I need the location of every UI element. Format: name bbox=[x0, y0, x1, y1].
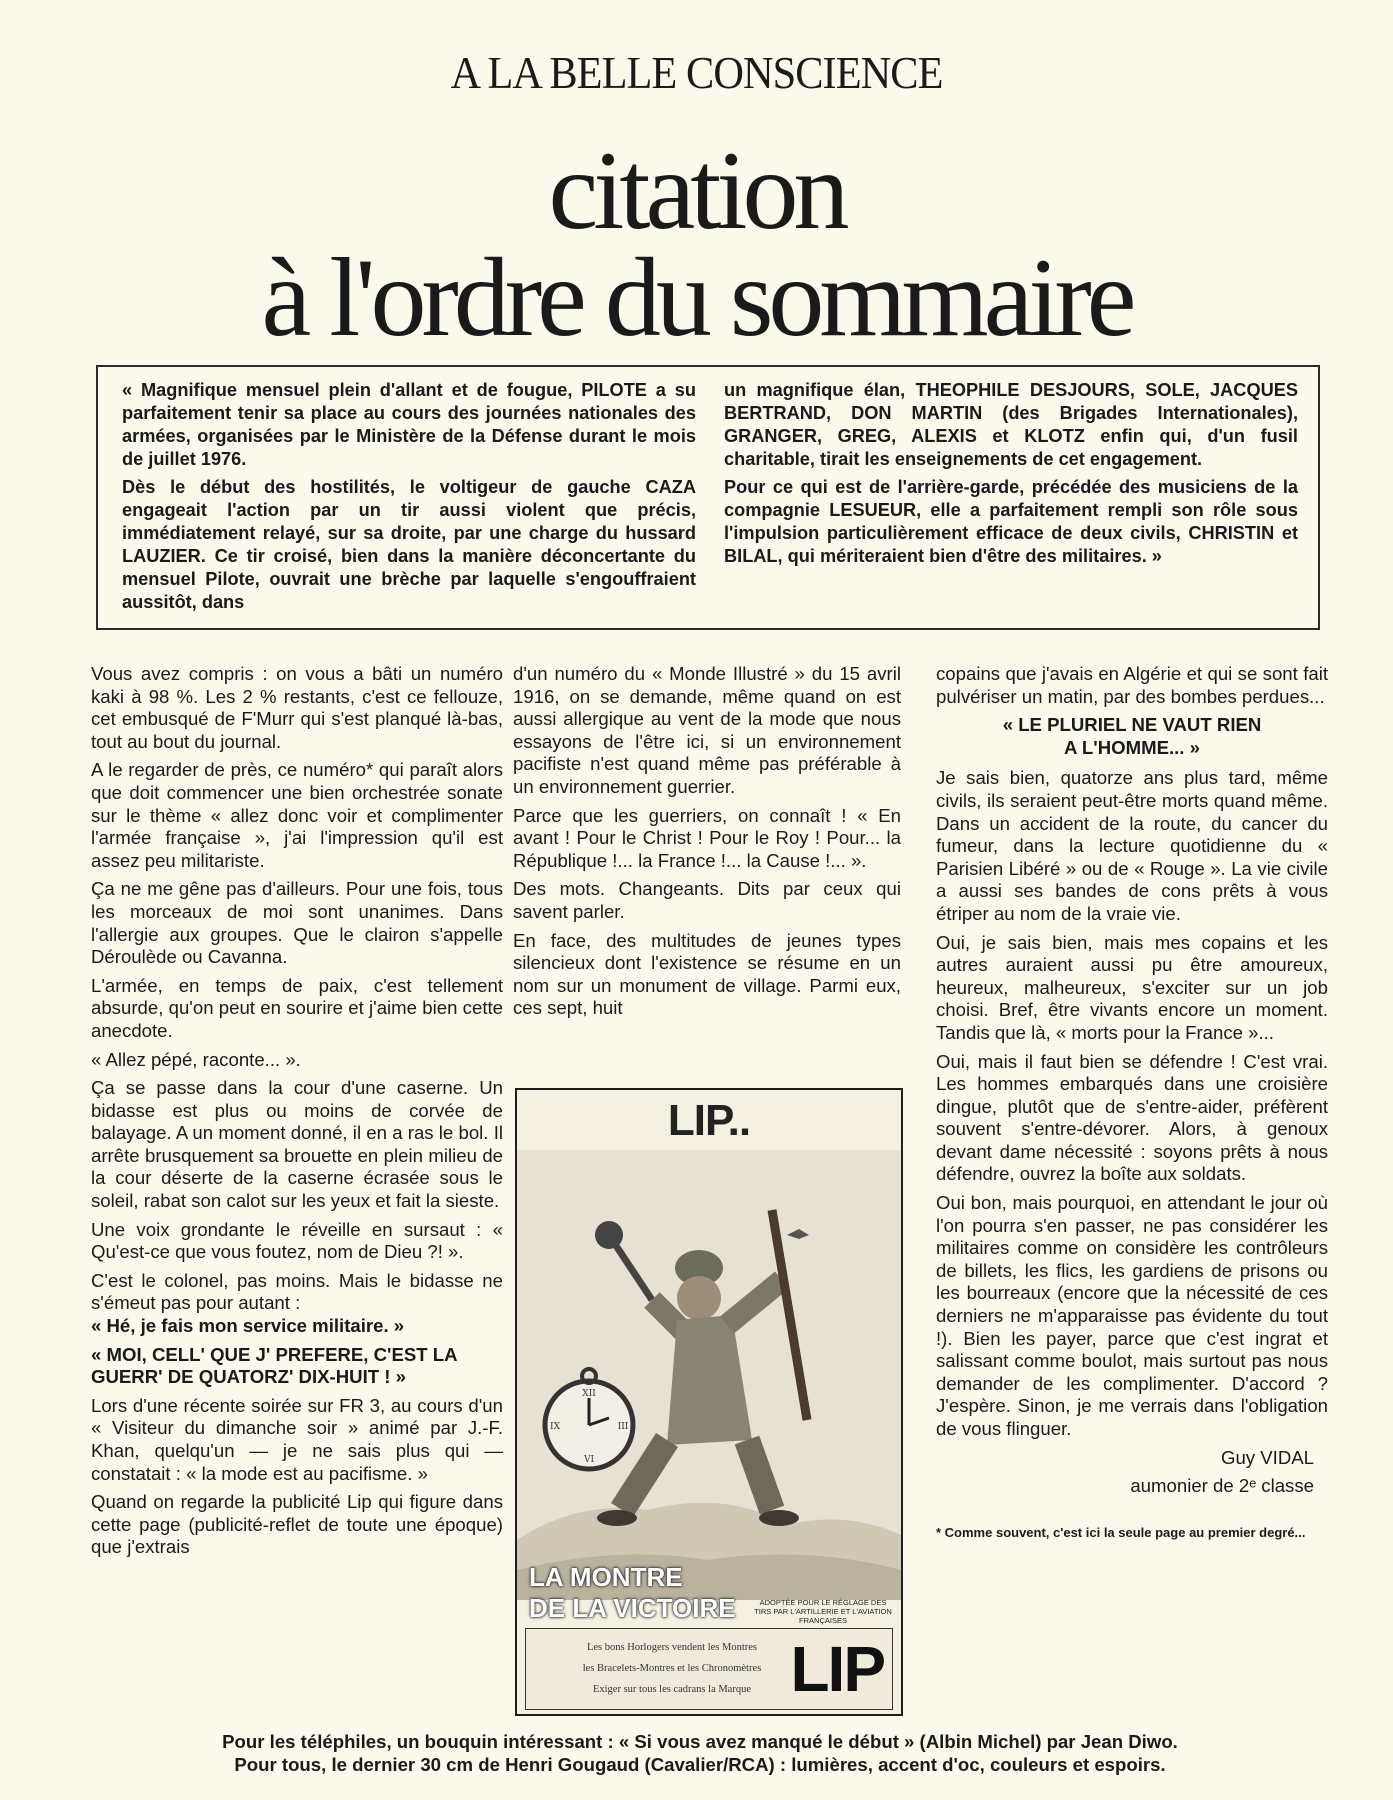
quote-paragraph: Pour ce qui est de l'arrière-garde, précédée des musiciens de la compagnie LESUEUR, elle a parfaitement rempli son rôle sous l'impulsion particulièrement efficace de deux civils, CHRISTIN et BILAL, qui mériteraient bien d'être des militaires. » bbox=[724, 477, 1298, 566]
soldier-illustration bbox=[517, 1150, 901, 1600]
bottom-note-line: Pour tous, le dernier 30 cm de Henri Gougaud (Cavalier/RCA) : lumières, accent d'oc, couleurs et espoirs. bbox=[234, 1754, 1166, 1775]
svg-text:IX: IX bbox=[550, 1422, 560, 1432]
article-paragraph: « Hé, je fais mon service militaire. » bbox=[91, 1315, 405, 1337]
svg-text:VI: VI bbox=[583, 1455, 595, 1465]
main-title-line2: à l'ordre du sommaire bbox=[261, 236, 1132, 360]
bottom-note-line: Pour les téléphiles, un bouquin intéressant : « Si vous avez manqué le début » (Albin Michel) par Jean Diwo. bbox=[222, 1731, 1178, 1752]
section-subhead: « MOI, CELL' QUE J' PREFERE, C'EST LA GUERR' DE QUATORZ' DIX-HUIT ! » bbox=[91, 1343, 457, 1388]
signature-name: Guy VIDAL bbox=[1220, 1446, 1314, 1468]
ad-bottom-panel bbox=[525, 1628, 893, 1710]
citation-quote-box bbox=[96, 365, 1320, 630]
article-paragraph: Parce que les guerriers, on connaît ! « En avant ! Pour le Christ ! Pour le Roy ! Pour... la République !... la France !... la Cause !... ». bbox=[513, 804, 901, 871]
signature-role: aumonier de 2ᵉ classe bbox=[1130, 1475, 1314, 1497]
article-paragraph: Une voix grondante le réveille en sursaut : « Qu'est-ce que vous foutez, nom de Dieu ?! ». bbox=[91, 1218, 503, 1263]
article-paragraph: Quand on regarde la publicité Lip qui figure dans cette page (publicité-reflet de toute une époque) que j'extrais bbox=[91, 1491, 503, 1558]
article-paragraph: A le regarder de près, ce numéro* qui paraît alors que doit commencer une bien orchestrée sonate sur le thème « allez donc voir et complimenter l'armée française », j'ai l'impression qu'il est assez peu militariste. bbox=[91, 759, 503, 871]
lip-brand-logo: LIP bbox=[790, 1633, 884, 1705]
quote-paragraph: « Magnifique mensuel plein d'allant et de fougue, PILOTE a su parfaitement tenir sa place au cours des journées nationales des armées, organisées par le Ministère de la Défense durant le mois de juillet 1976. bbox=[122, 380, 696, 469]
bottom-notes bbox=[80, 1730, 1320, 1776]
article-paragraph: Ça ne me gêne pas d'ailleurs. Pour une fois, tous les morceaux de moi sont unanimes. Dans l'allergie aux groupes. Que le clairon s'appelle Déroulède ou Cavanna. bbox=[91, 878, 503, 968]
quote-column-right bbox=[724, 379, 1298, 573]
article-paragraph: copains que j'avais en Algérie et qui se sont fait pulvériser un matin, par des bombes perdues... bbox=[936, 663, 1328, 707]
subhead-line: « LE PLURIEL NE VAUT RIEN bbox=[1002, 714, 1262, 736]
article-paragraph: Des mots. Changeants. Dits par ceux qui savent parler. bbox=[513, 878, 901, 922]
main-title-line1: citation bbox=[548, 129, 845, 253]
article-column-2 bbox=[513, 663, 901, 1026]
section-subhead bbox=[936, 714, 1328, 759]
article-paragraph: Oui, je sais bien, mais mes copains et les autres auraient aussi pu être amoureux, heureux, malheureux, s'exciter sur un job choisi. Bref, être vivants encore un moment. Tandis que là, « morts pour la France »... bbox=[936, 931, 1328, 1043]
ad-headline: LIP.. bbox=[667, 1096, 751, 1145]
article-paragraph: Lors d'une récente soirée sur FR 3, au cours d'un « Visiteur du dimanche soir » animé par J.-F. Khan, quelqu'un — je ne sais plus qui — constatait : « la mode est au pacifisme. » bbox=[91, 1394, 503, 1484]
article-column-3 bbox=[936, 663, 1328, 1541]
article-paragraph: Vous avez compris : on vous a bâti un numéro kaki à 98 %. Les 2 % restants, c'est ce fellouze, cet embusqué de F'Murr qui s'est planqué là-bas, tout au bout du journal. bbox=[91, 663, 503, 752]
svg-text:XII: XII bbox=[582, 1389, 596, 1399]
article-paragraph: d'un numéro du « Monde Illustré » du 15 avril 1916, on se demande, même quand on est aussi allergique au vent de la mode que nous essayons de l'être ici, si un environnement pacifiste n'est quand même pas préférable à un environnement guerrier. bbox=[513, 663, 901, 797]
footnote: * Comme souvent, c'est ici la seule page au premier degré... bbox=[936, 1524, 1306, 1540]
svg-text:III: III bbox=[617, 1422, 629, 1432]
article-paragraph: Oui, mais il faut bien se défendre ! C'est vrai. Les hommes embarqués dans une croisière dingue, plutôt que de s'entre-aider, préfèrent souvent s'entre-dévorer. Alors, à genoux devant dame nécessité : soyons prêts à nous défendre, ouvrez la boîte aux soldats. bbox=[936, 1050, 1328, 1185]
ad-slogan bbox=[529, 1562, 736, 1624]
ad-line: Les bons Horlogers vendent les Montres bbox=[586, 1642, 757, 1653]
ad-line: les Bracelets-Montres et les Chronomètres bbox=[582, 1663, 762, 1674]
article-paragraph: Je sais bien, quatorze ans plus tard, même civils, ils seraient peut-être morts quand même. Dans un accident de la route, du cancer du fumeur, dans la lecture quotidienne du « Parisien Libéré » ou de « Rouge ». La vie civile a aussi ses bandes de cons prêts à vous étriper au nom de la vraie vie. bbox=[936, 767, 1328, 924]
ad-slogan-line: LA MONTRE bbox=[529, 1562, 683, 1592]
ad-slogan-line: DE LA VICTOIRE bbox=[529, 1593, 736, 1623]
quote-paragraph: un magnifique élan, THEOPHILE DESJOURS, SOLE, JACQUES BERTRAND, DON MARTIN (des Brigades Internationales), GRANGER, GREG, ALEXIS et KLOTZ enfin qui, d'un fusil charitable, tirait les enseignements de cet engagement. bbox=[724, 380, 1298, 469]
article-paragraph: Ça se passe dans la cour d'une caserne. Un bidasse est plus ou moins de corvée de balayage. A un moment donné, il en a ras le bol. Il arrête brusquement sa brouette en plein milieu de la cour déserte de la caserne écrasée sous le soleil, rabat son calot sur les yeux et fait la sieste. bbox=[91, 1077, 503, 1212]
article-paragraph: C'est le colonel, pas moins. Mais le bidasse ne s'émeut pas pour autant : bbox=[91, 1269, 503, 1314]
article-column-1 bbox=[91, 663, 503, 1565]
ad-line: Exiger sur tous les cadrans la Marque bbox=[592, 1684, 752, 1695]
ad-small-print: ADOPTÉE POUR LE RÉGLAGE DES TIRS PAR L'ARTILLERIE ET L'AVIATION FRANÇAISES bbox=[754, 1598, 892, 1625]
article-paragraph: Oui bon, mais pourquoi, en attendant le jour où l'on pourra s'en passer, ne pas considérer les militaires comme on considère les contrôleurs de billets, les flics, les gardiens de prisons ou les bourreaux (encore que la nécessité de ces derniers ne m'apparaisse pas évidente du tout !). Bien les payer, parce que c'est ingrat et salissant comme boulot, mais surtout pas nous demander de les complimenter. D'accord ? J'espère. Sinon, je me verrais dans l'obligation de vous flinguer. bbox=[936, 1192, 1328, 1439]
quote-paragraph: Dès le début des hostilités, le voltigeur de gauche CAZA engageait l'action par un tir aussi violent que précis, immédiatement relayé, sur sa droite, par une charge du hussard LAUZIER. Ce tir croisé, bien dans la manière déconcertante du mensuel Pilote, ouvrait une brèche par laquelle s'engouffraient aussitôt, dans bbox=[122, 477, 696, 612]
article-paragraph: L'armée, en temps de paix, c'est tellement absurde, qu'on peut en sourire et j'aime bien cette anecdote. bbox=[91, 974, 503, 1041]
subhead-line: A L'HOMME... » bbox=[1064, 736, 1200, 758]
ad-text-lines bbox=[532, 1637, 812, 1700]
header-kicker: A LA BELLE CONSCIENCE bbox=[450, 47, 943, 98]
article-paragraph: En face, des multitudes de jeunes types silencieux dont l'existence se résume en un nom sur un monument de village. Parmi eux, ces sept, huit bbox=[513, 929, 901, 1019]
article-paragraph: « Allez pépé, raconte... ». bbox=[91, 1048, 301, 1070]
lip-advertisement bbox=[515, 1088, 903, 1716]
quote-column-left bbox=[122, 379, 696, 619]
